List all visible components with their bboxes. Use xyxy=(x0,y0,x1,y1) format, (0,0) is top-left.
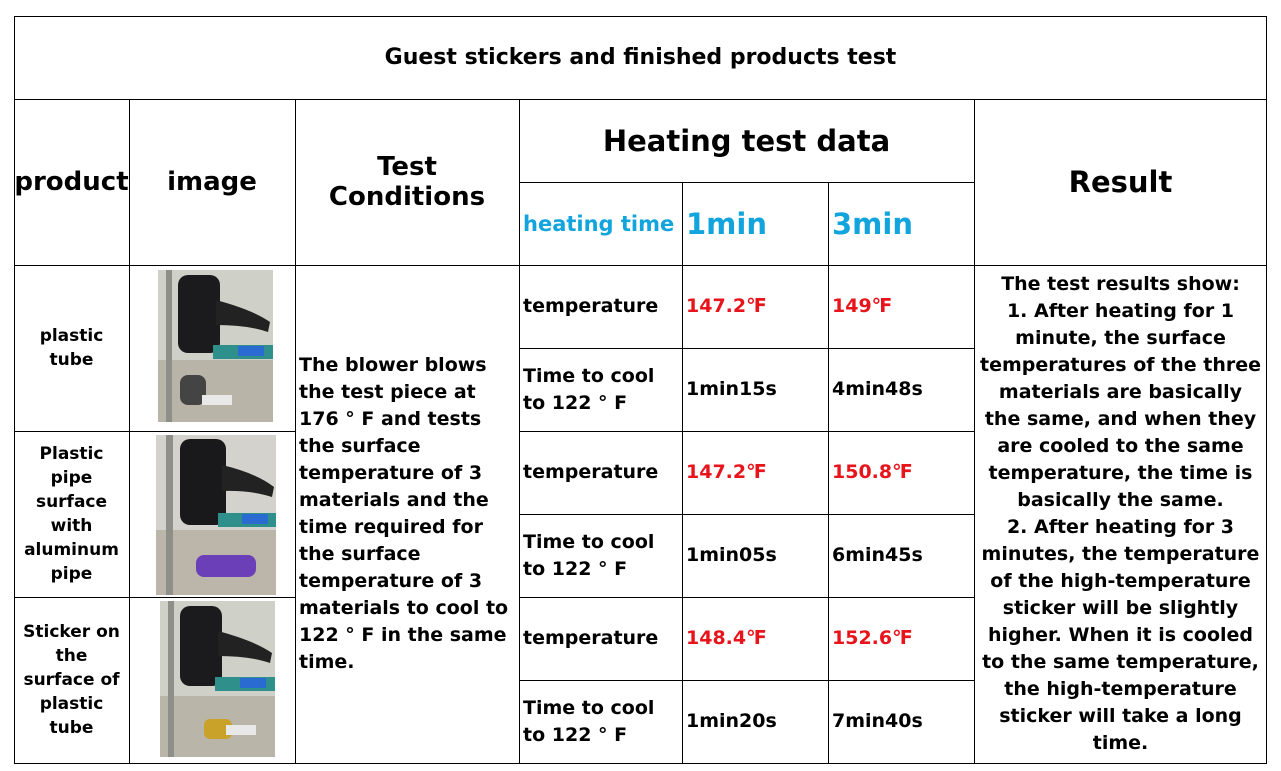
row-label: Time to cool to 122 ° F xyxy=(523,530,655,580)
temperature-3min: 150.8℉ xyxy=(832,461,913,483)
header-test-conditions: Test Conditions xyxy=(328,152,486,212)
cool-time-1min: 1min05s xyxy=(686,544,777,566)
product-name: Plastic pipe surface with aluminum pipe xyxy=(24,444,119,584)
header-result: Result xyxy=(1068,165,1173,199)
cool-time-1min: 1min15s xyxy=(686,378,777,400)
temperature-3min: 149℉ xyxy=(832,295,893,317)
cool-time-3min: 4min48s xyxy=(832,378,923,400)
hair-dryer-photo xyxy=(160,601,275,757)
header-time-1min: 1min xyxy=(686,206,767,241)
header-time-3min: 3min xyxy=(832,206,913,241)
temperature-1min: 148.4℉ xyxy=(686,627,767,649)
header-product: product xyxy=(14,167,129,197)
header-heating-test-data: Heating test data xyxy=(602,123,891,158)
cool-time-3min: 7min40s xyxy=(832,710,923,732)
temperature-1min: 147.2℉ xyxy=(686,295,767,317)
row-label: temperature xyxy=(523,461,659,483)
temperature-1min: 147.2℉ xyxy=(686,461,767,483)
product-name: Sticker on the surface of plastic tube xyxy=(23,622,120,738)
hair-dryer-photo xyxy=(158,270,273,422)
row-label: temperature xyxy=(523,627,659,649)
temperature-3min: 152.6℉ xyxy=(832,627,913,649)
row-label: temperature xyxy=(523,295,659,317)
cool-time-1min: 1min20s xyxy=(686,710,777,732)
row-label: Time to cool to 122 ° F xyxy=(523,364,655,414)
test-table xyxy=(14,16,1267,764)
header-heating-time: heating time xyxy=(523,211,675,236)
cool-time-3min: 6min45s xyxy=(832,544,923,566)
table-title: Guest stickers and finished products test xyxy=(384,45,897,70)
result-text: The test results show: 1. After heating for 1 minute, the surface temperatures of the three materials are basically the same, and when they are cooled to the same temperature, the time is basically the same. 2. After heating for 3 minutes, the temperature of the high-temperature sticker will be slightly higher. When it is cooled to the same temperature, the high-temperature sticker will take a long time. xyxy=(979,273,1262,754)
test-conditions-text: The blower blows the test piece at 176 ° F and tests the surface temperature of 3 materials and the time required for the surface temperature of 3 materials to cool to 122 ° F in the same time. xyxy=(299,354,509,673)
row-label: Time to cool to 122 ° F xyxy=(523,696,655,746)
header-image: image xyxy=(167,167,257,197)
hair-dryer-photo xyxy=(156,435,276,595)
product-name: plastic tube xyxy=(39,326,104,370)
